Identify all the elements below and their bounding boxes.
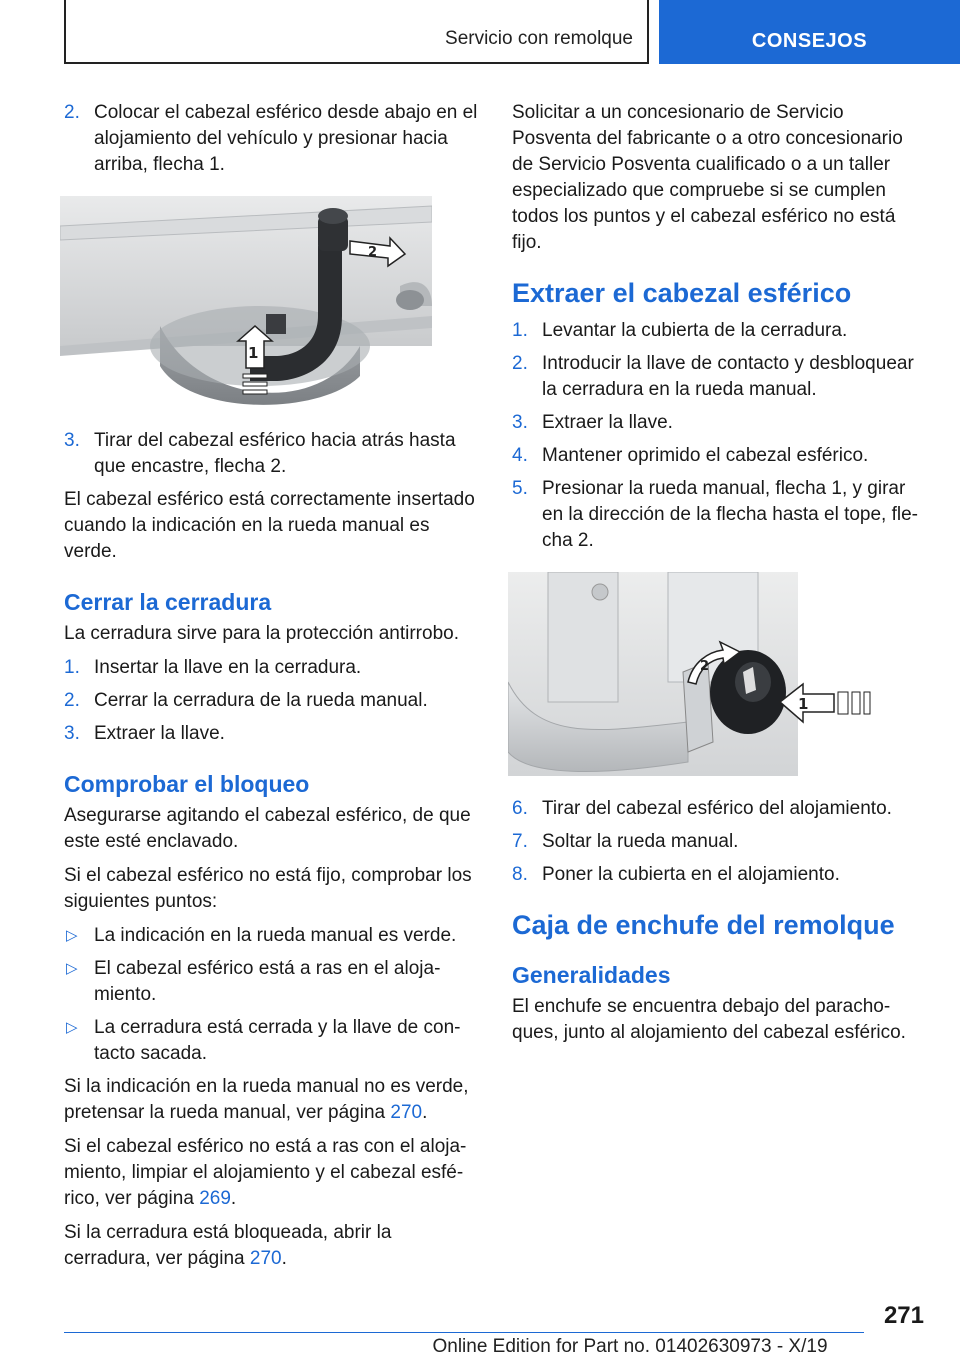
paragraph: Si la cerradura está bloqueada, abrir la cerradura, ver página 270.: [64, 1222, 392, 1269]
paragraph: Si la indicación en la rueda manual no es verde, pretensar la rueda manual, ver página 270.: [64, 1076, 469, 1123]
heading-caja-enchufe: Caja de enchufe del remolque: [512, 910, 895, 940]
paragraph: El enchufe se encuentra debajo del paracho‐ques, junto al alojamiento del cabezal esférico.: [512, 996, 906, 1043]
page-link-270[interactable]: 270: [390, 1102, 423, 1123]
step-number: 2.: [64, 102, 80, 123]
step-text: Cerrar la cerradura de la rueda manual.: [94, 690, 428, 711]
step-text: Levantar la cubierta de la cerradura.: [542, 320, 848, 341]
step-text: Presionar la rueda manual, flecha 1, y girar en la dirección de la flecha hasta el tope, fle‐cha 2.: [542, 478, 919, 551]
arrow-2-label: 2: [700, 659, 710, 674]
header-section-title: Servicio con remolque: [445, 28, 633, 49]
step-number: 8.: [512, 864, 528, 885]
bullet-triangle-icon: ▷: [66, 1019, 78, 1036]
step-text: Insertar la llave en la cerradura.: [94, 657, 362, 678]
page-number: 271: [883, 1302, 924, 1329]
right-column: [512, 100, 928, 1054]
arrow-1-label: 1: [248, 344, 259, 362]
step-number: 5.: [512, 478, 528, 499]
step-text: Soltar la rueda manual.: [542, 831, 739, 852]
step-text: Poner la cubierta en el alojamiento.: [542, 864, 840, 885]
bullet-item: [64, 1015, 478, 1067]
step-text: Tirar del cabezal esférico del alojamiento.: [542, 798, 892, 819]
bullet-item: [64, 923, 478, 949]
bullet-triangle-icon: ▷: [66, 927, 78, 944]
step-number: 3.: [64, 430, 80, 451]
figure-insert-ball-head: [60, 196, 432, 408]
bullet-text: El cabezal esférico está a ras en el aloja‐miento.: [94, 958, 441, 1005]
left-column: [64, 100, 478, 1280]
bullet-text: La indicación en la rueda manual es verde.: [94, 925, 457, 946]
list-item: [512, 318, 928, 344]
list-item: [64, 655, 478, 681]
step-number: 4.: [512, 445, 528, 466]
arrow-2-label: 2: [368, 245, 378, 260]
heading-extraer-cabezal: Extraer el cabezal esférico: [512, 278, 852, 308]
heading-generalidades: Generalidades: [512, 962, 671, 988]
step-text: Colocar el cabezal esférico desde abajo en el alojamiento del vehículo y presionar hacia arriba, flecha 1.: [94, 102, 478, 175]
list-item: [512, 862, 928, 888]
step-text: Tirar del cabezal esférico hacia atrás hasta que encastre, flecha 2.: [94, 430, 456, 477]
paragraph: Si el cabezal esférico no está a ras con el aloja‐miento, limpiar el alojamiento y el cabezal esfé‐rico, ver página 269.: [64, 1136, 467, 1209]
header-chapter-label: CONSEJOS: [751, 30, 868, 52]
figure-hand-wheel: [508, 572, 880, 776]
heading-comprobar-bloqueo: Comprobar el bloqueo: [64, 771, 310, 797]
list-item: [512, 796, 928, 822]
step-number: 7.: [512, 831, 528, 852]
page-link-269[interactable]: 269: [199, 1188, 231, 1209]
paragraph: Si el cabezal esférico no está fijo, comprobar los siguientes puntos:: [64, 865, 472, 912]
bullet-item: [64, 956, 478, 1008]
bullet-text: La cerradura está cerrada y la llave de con‐tacto sacada.: [94, 1017, 461, 1064]
bullet-triangle-icon: ▷: [66, 960, 78, 977]
arrow-1-label: 1: [798, 695, 809, 713]
heading-cerrar-cerradura: Cerrar la cerradura: [64, 589, 272, 615]
list-item: [512, 829, 928, 855]
step-number: 1.: [64, 657, 80, 678]
page-link-270[interactable]: 270: [249, 1248, 282, 1269]
list-item: [512, 476, 928, 554]
paragraph: El cabezal esférico está correctamente insertado cuando la indicación en la rueda manual es verde.: [64, 489, 475, 562]
step-2: [64, 100, 478, 178]
step-number: 1.: [512, 320, 528, 341]
paragraph: Solicitar a un concesionario de Servicio Posventa del fabricante o a otro concesionario de Servicio Posventa cualificado o a un taller especializado que compruebe si se cumplen todos los puntos y el cabezal esférico no está fijo.: [512, 102, 903, 253]
step-text: Introducir la llave de contacto y desbloquear la cerradura en la rueda manual.: [542, 353, 914, 400]
header-section-box: [64, 0, 649, 64]
list-item: [64, 721, 478, 747]
list-item: [64, 688, 478, 714]
step-text: Extraer la llave.: [94, 723, 225, 744]
step-number: 2.: [512, 353, 528, 374]
paragraph: Asegurarse agitando el cabezal esférico, de que este esté enclavado.: [64, 805, 471, 852]
footer-divider: [64, 1332, 864, 1333]
footer-edition: Online Edition for Part no. 01402630973 - X/19: [432, 1336, 828, 1357]
step-text: Mantener oprimido el cabezal esférico.: [542, 445, 869, 466]
header-chapter-tab: [659, 0, 960, 64]
list-item: [512, 443, 928, 469]
list-item: [512, 410, 928, 436]
step-number: 2.: [64, 690, 80, 711]
paragraph: La cerradura sirve para la protección antirrobo.: [64, 623, 459, 644]
step-text: Extraer la llave.: [542, 412, 673, 433]
list-item: [512, 351, 928, 403]
step-number: 6.: [512, 798, 528, 819]
step-number: 3.: [512, 412, 528, 433]
step-3: [64, 428, 478, 480]
step-number: 3.: [64, 723, 80, 744]
page-header: [0, 0, 960, 66]
